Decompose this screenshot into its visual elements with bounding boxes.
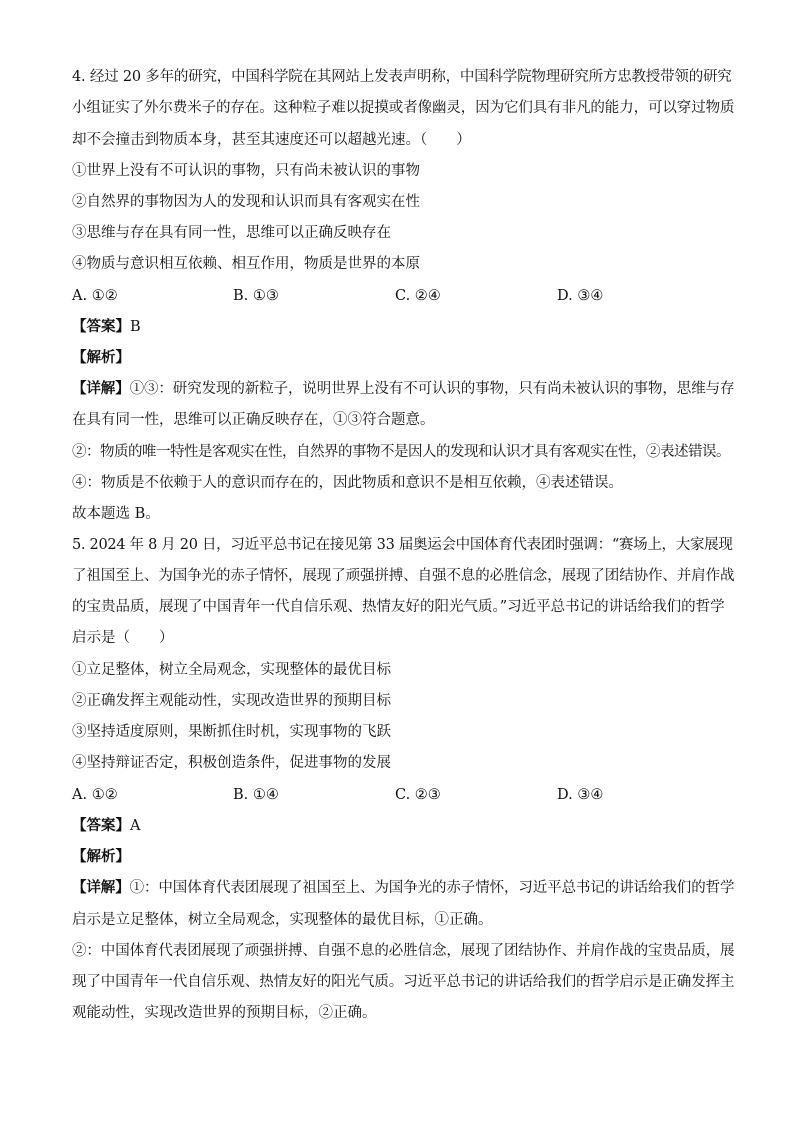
q5-detail-line-3: ②：中国体育代表团展现了顽强拼搏、自强不息的必胜信念，展现了团结协作、并肩作战的宝贵品质，展: [72, 943, 735, 959]
q4-analysis-label: [72, 348, 734, 368]
q4-analysis-label-text: 【解析】: [72, 349, 130, 366]
q5-answer-value: A: [130, 818, 141, 834]
q4-option-c: C. ②④: [395, 288, 441, 304]
q5-stem-line-3: 的宝贵品质，展现了中国青年一代自信乐观、热情友好的阳光气质。”习近平总书记的讲话给我们的哲学: [72, 599, 725, 615]
q4-detail-line-3: ②：物质的唯一特性是客观实在性，自然界的事物不是因人的发现和认识才具有客观实在性，②表述错误。: [72, 444, 730, 460]
q5-options: [72, 785, 734, 805]
q4-statement-4: ④物质与意识相互依赖、相互作用，物质是世界的本原: [72, 256, 420, 272]
q5-detail-line-2: 启示是立足整体，树立全局观念，实现整体的最优目标，①正确。: [72, 912, 493, 928]
q4-detail-text-1: ①③：研究发现的新粒子，说明世界上没有不可认识的事物，只有尚未被认识的事物，思维与存: [129, 381, 735, 397]
q5-stem-line-4: 启示是（ ）: [72, 630, 174, 646]
q5-statement-1: ①立足整体，树立全局观念，实现整体的最优目标: [72, 662, 391, 678]
q4-detail-line-5: 故本题选 B。: [72, 506, 160, 522]
q5-detail-text-1: ①：中国体育代表团展现了祖国至上、为国争光的赤子情怀，习近平总书记的讲话给我们的哲学: [129, 880, 735, 896]
q5-stem-line-1: 5. 2024 年 8 月 20 日，习近平总书记在接见第 33 届奥运会中国体育代表团时强调：“赛场上，大家展现: [72, 537, 733, 553]
q4-statement-1: ①世界上没有不可认识的事物，只有尚未被认识的事物: [72, 163, 420, 179]
q4-stem-line-1: 4. 经过 20 多年的研究，中国科学院在其网站上发表声明称，中国科学院物理研究所方忠教授带领的研究: [72, 69, 732, 85]
q4-answer: [72, 317, 734, 337]
q4-detail-line-4: ④：物质是不依赖于人的意识而存在的，因此物质和意识不是相互依赖，④表述错误。: [72, 475, 623, 491]
q5-option-a: A. ①②: [72, 787, 118, 803]
q4-option-d: D. ③④: [557, 288, 604, 304]
q5-statement-3: ③坚持适度原则，果断抓住时机，实现事物的飞跃: [72, 724, 391, 740]
q4-stem-line-3: 却不会撞击到物质本身，甚至其速度还可以超越光速。（ ）: [72, 132, 471, 148]
q5-analysis-label-text: 【解析】: [72, 848, 130, 865]
q4-detail-line-1: [72, 379, 734, 399]
q5-option-d: D. ③④: [557, 787, 604, 803]
q4-stem-line-2: 小组证实了外尔费米子的存在。这种粒子难以捉摸或者像幽灵，因为它们具有非凡的能力，可以穿过物质: [72, 100, 735, 116]
q4-answer-value: B: [130, 319, 141, 335]
q4-options: [72, 286, 734, 306]
q4-option-b: B. ①③: [233, 288, 279, 304]
q4-statement-2: ②自然界的事物因为人的发现和认识而具有客观实在性: [72, 194, 420, 210]
q4-option-a: A. ①②: [72, 288, 118, 304]
q4-detail-line-2: 在具有同一性，思维可以正确反映存在，①③符合题意。: [72, 412, 435, 428]
q4-statement-3: ③思维与存在具有同一性，思维可以正确反映存在: [72, 225, 391, 241]
q5-detail-line-1: [72, 878, 734, 898]
q5-analysis-label: [72, 847, 734, 867]
q5-statement-4: ④坚持辩证否定，积极创造条件，促进事物的发展: [72, 755, 391, 771]
q5-detail-line-4: 现了中国青年一代自信乐观、热情友好的阳光气质。习近平总书记的讲话给我们的哲学启示是正确发挥主: [72, 974, 735, 990]
q5-option-c: C. ②③: [395, 787, 441, 803]
q5-option-b: B. ①④: [233, 787, 279, 803]
q4-detail-label: 【详解】: [72, 380, 130, 397]
q5-statement-2: ②正确发挥主观能动性，实现改造世界的预期目标: [72, 693, 391, 709]
q5-detail-line-5: 观能动性，实现改造世界的预期目标，②正确。: [72, 1005, 377, 1021]
q5-answer: [72, 816, 734, 836]
q4-answer-label: 【答案】: [72, 318, 130, 335]
q5-stem-line-2: 了祖国至上、为国争光的赤子情怀，展现了顽强拼搏、自强不息的必胜信念，展现了团结协作、并肩作战: [72, 568, 735, 584]
q5-answer-label: 【答案】: [72, 817, 130, 834]
q5-detail-label: 【详解】: [72, 879, 130, 896]
